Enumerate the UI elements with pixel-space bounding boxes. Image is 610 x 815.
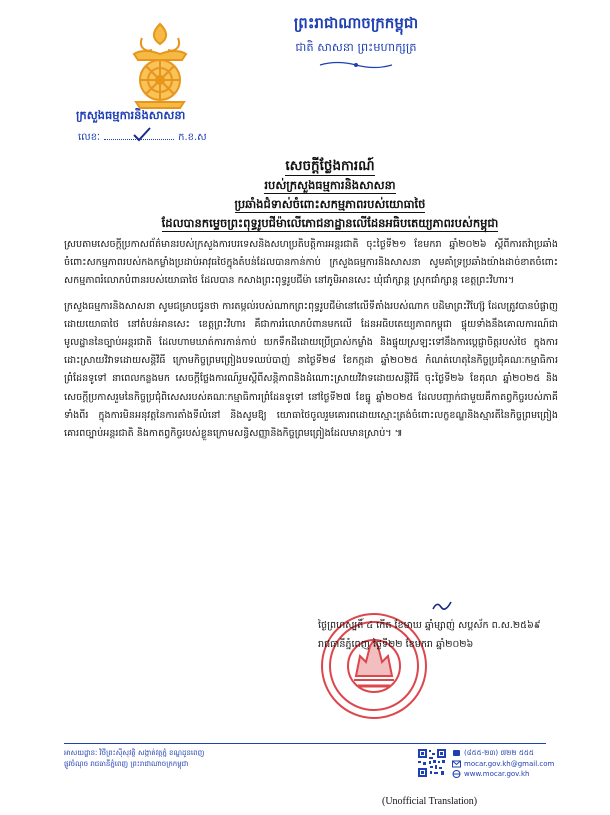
- phone-icon: [452, 749, 461, 757]
- title-line-2: របស់ក្រសួងធម្មការនិងសាសនា: [264, 178, 396, 192]
- unofficial-translation-note: (Unofficial Translation): [382, 796, 478, 807]
- handwritten-check-icon: [132, 126, 152, 142]
- address-line-1: អាសយដ្ឋានៈ វិថីព្រះស៊ីសុវត្ថិ សង្កាត់វត្តភ្នំ ខណ្ឌដូនពេញ: [64, 749, 205, 757]
- title-line-1: សេចក្តីថ្លែងការណ៍: [285, 158, 375, 174]
- signature-mark-icon: [431, 599, 453, 613]
- body-paragraph-1: ស្របតាមសេចក្តីប្រកាសព័ត៌មានរបស់ក្រសួងការបរទេសនិងសហប្រតិបត្តិការអន្តរជាតិ ចុះថ្ងៃទី២១ ខែមករា ឆ្នាំ២០២៦ ស្តីពីការតវ៉ាប្រឆាំងចំពោះសកម្មភាពរបស់កងកម្លាំងប្រដាប់អាវុធថៃក្នុងតំបន់ដែលបានកាន់កាប់ ក្រសួងធម្មការនិងសាសនា សូមគាំទ្រប្រឆាំងយ៉ាងដាច់ខាតចំពោះសកម្មភាពរំលោភបំពានរបស់យោធាថៃ ដែលបាន កសាងព្រះពុទ្ធរូបជីម៉ា នៅភូមិអានសេះ ឃុំជាំក្សាន្ត ស្រុកជាំក្សាន្ត ខេត្តព្រះវិហារ។: [64, 239, 558, 287]
- statement-title: [140, 157, 520, 233]
- kingdom-title: ព្រះរាជាណាចក្រកម្ពុជា: [293, 14, 419, 32]
- footer-divider: [64, 743, 546, 744]
- footer-address: [64, 748, 324, 769]
- title-line-3: ប្រឆាំងជំទាស់ចំពោះសកម្មភាពរបស់យោធាថៃ: [234, 197, 426, 211]
- email-icon: [452, 760, 461, 768]
- lunar-date-line: ថ្ងៃព្រហស្បតិ៍ ៤ កើត ខែមាឃ ឆ្នាំម្សាញ់ សប្តស័ក ព.ស.២៥៦៩: [318, 620, 541, 631]
- national-motto: ជាតិ សាសនា ព្រះមហាក្សត្រ: [295, 40, 417, 54]
- motto-ornament-icon: [318, 60, 394, 70]
- body-paragraph-2: ក្រសួងធម្មការនិងសាសនា សូមជម្រាបជូនថា ការតម្កល់របស់ណាកព្រះពុទ្ធរូបជីម៉ានៅលើទីតាំងរបស់ណាក បដិមាព្រះវិហ្ស៊ែ ដែលត្រូវបានបំផ្លាញដោយយោធាថៃ នៅតំបន់អានសេះ ខេត្តព្រះវិហារ គឺជាការរំលោភបំពានមកលើ ដែនអធិបតេយ្យភាពកម្ពុជា ផ្ទុយទាំងនឹងគោលការណ៍ជាមូលដ្ឋាននៃច្បាប់អន្តរជាតិ ដែលហាមឃាត់ការកាន់កាប់ យកទឹកដីដោយប្រើប្រាស់កម្លាំង និងផ្ទុយស្រឡះទៅនឹងការប្តេជ្ញាចិត្តរបស់ថៃ ក្នុងការដោះស្រាយវិវាទដោយសន្តិវិធី ក្រោមកិច្ចព្រមព្រៀងបទឈប់បាញ់ នាថ្ងៃទី២៨ ខែកក្កដា ឆ្នាំ២០២៥ កំណត់ហេតុនៃកិច្ចប្រជុំគណៈកម្មាធិការ ព្រំដែនទូទៅ នាពេលកន្លងមក សេចក្តីថ្លែងការណ៍រួមស្តីពីសន្តិភាពនិងដំណោះស្រាយវិវាទដោយសន្តិវិធី ចុះថ្ងៃទី២៦ ខែតុលា ឆ្នាំ២០២៥ និងសេចក្តីប្រកាសរួមនៃកិច្ចប្រជុំពិសេសរបស់គណៈកម្មាធិការព្រំដែនទូទៅ នៅថ្ងៃទី២៧ ខែធ្នូ ឆ្នាំ២០២៥ ដែលបញ្ជាក់ជាមួយគឹកាតព្វកិច្ចរបស់ភាគីទាំងពីរ ក្នុងការមិនអនុវត្តនៃការតាំងទីលំនៅ និងសូមឱ្យ យោធាថៃចូលរួមគោរពដោយស្មោះត្រង់ចំពោះលក្ខខណ្ឌនិងស្មារតីនៃកិច្ចព្រមព្រៀង គោរពច្បាប់អន្តរជាតិ និងកាតព្វកិច្ចរបស់ខ្លួនក្រោមសន្ធិសញ្ញានិងកិច្ចព្រមព្រៀងដែលមានស្រាប់។ ៕: [64, 300, 558, 440]
- reference-suffix: ក.ខ.ស: [178, 132, 207, 143]
- reference-prefix: លេខៈ: [78, 132, 101, 143]
- address-line-2: ផ្លូវចំណុច រាជធានីភ្នំពេញ ព្រះរាជាណាចក្រកម្ពុជា: [64, 759, 189, 768]
- gregorian-date-line: រាជធានីភ្នំពេញ ថ្ងៃទី២២ ខែមករា ឆ្នាំ២០២៦: [318, 639, 474, 650]
- ministry-name: ក្រសួងធម្មការនិងសាសនា: [76, 108, 186, 122]
- title-line-4: ដែលបានកម្ទេចព្រះពុទ្ធរូបជីម៉ាលើភោជនាដ្ឋានលើដែនអធិបតេយ្យភាពរបស់កម្ពុជា: [161, 216, 499, 230]
- footer-contact: [452, 748, 572, 780]
- globe-icon: [452, 770, 461, 778]
- contact-email: mocar.gov.kh@gmail.com: [452, 759, 572, 770]
- qr-code-icon: [417, 748, 447, 778]
- statement-body: [64, 236, 558, 450]
- ministry-emblem-icon: [120, 20, 200, 110]
- contact-phone: (៨៥៥-២៣) ៧២២ ៥៥៥: [452, 748, 572, 759]
- contact-website: www.mocar.gov.kh: [452, 769, 572, 780]
